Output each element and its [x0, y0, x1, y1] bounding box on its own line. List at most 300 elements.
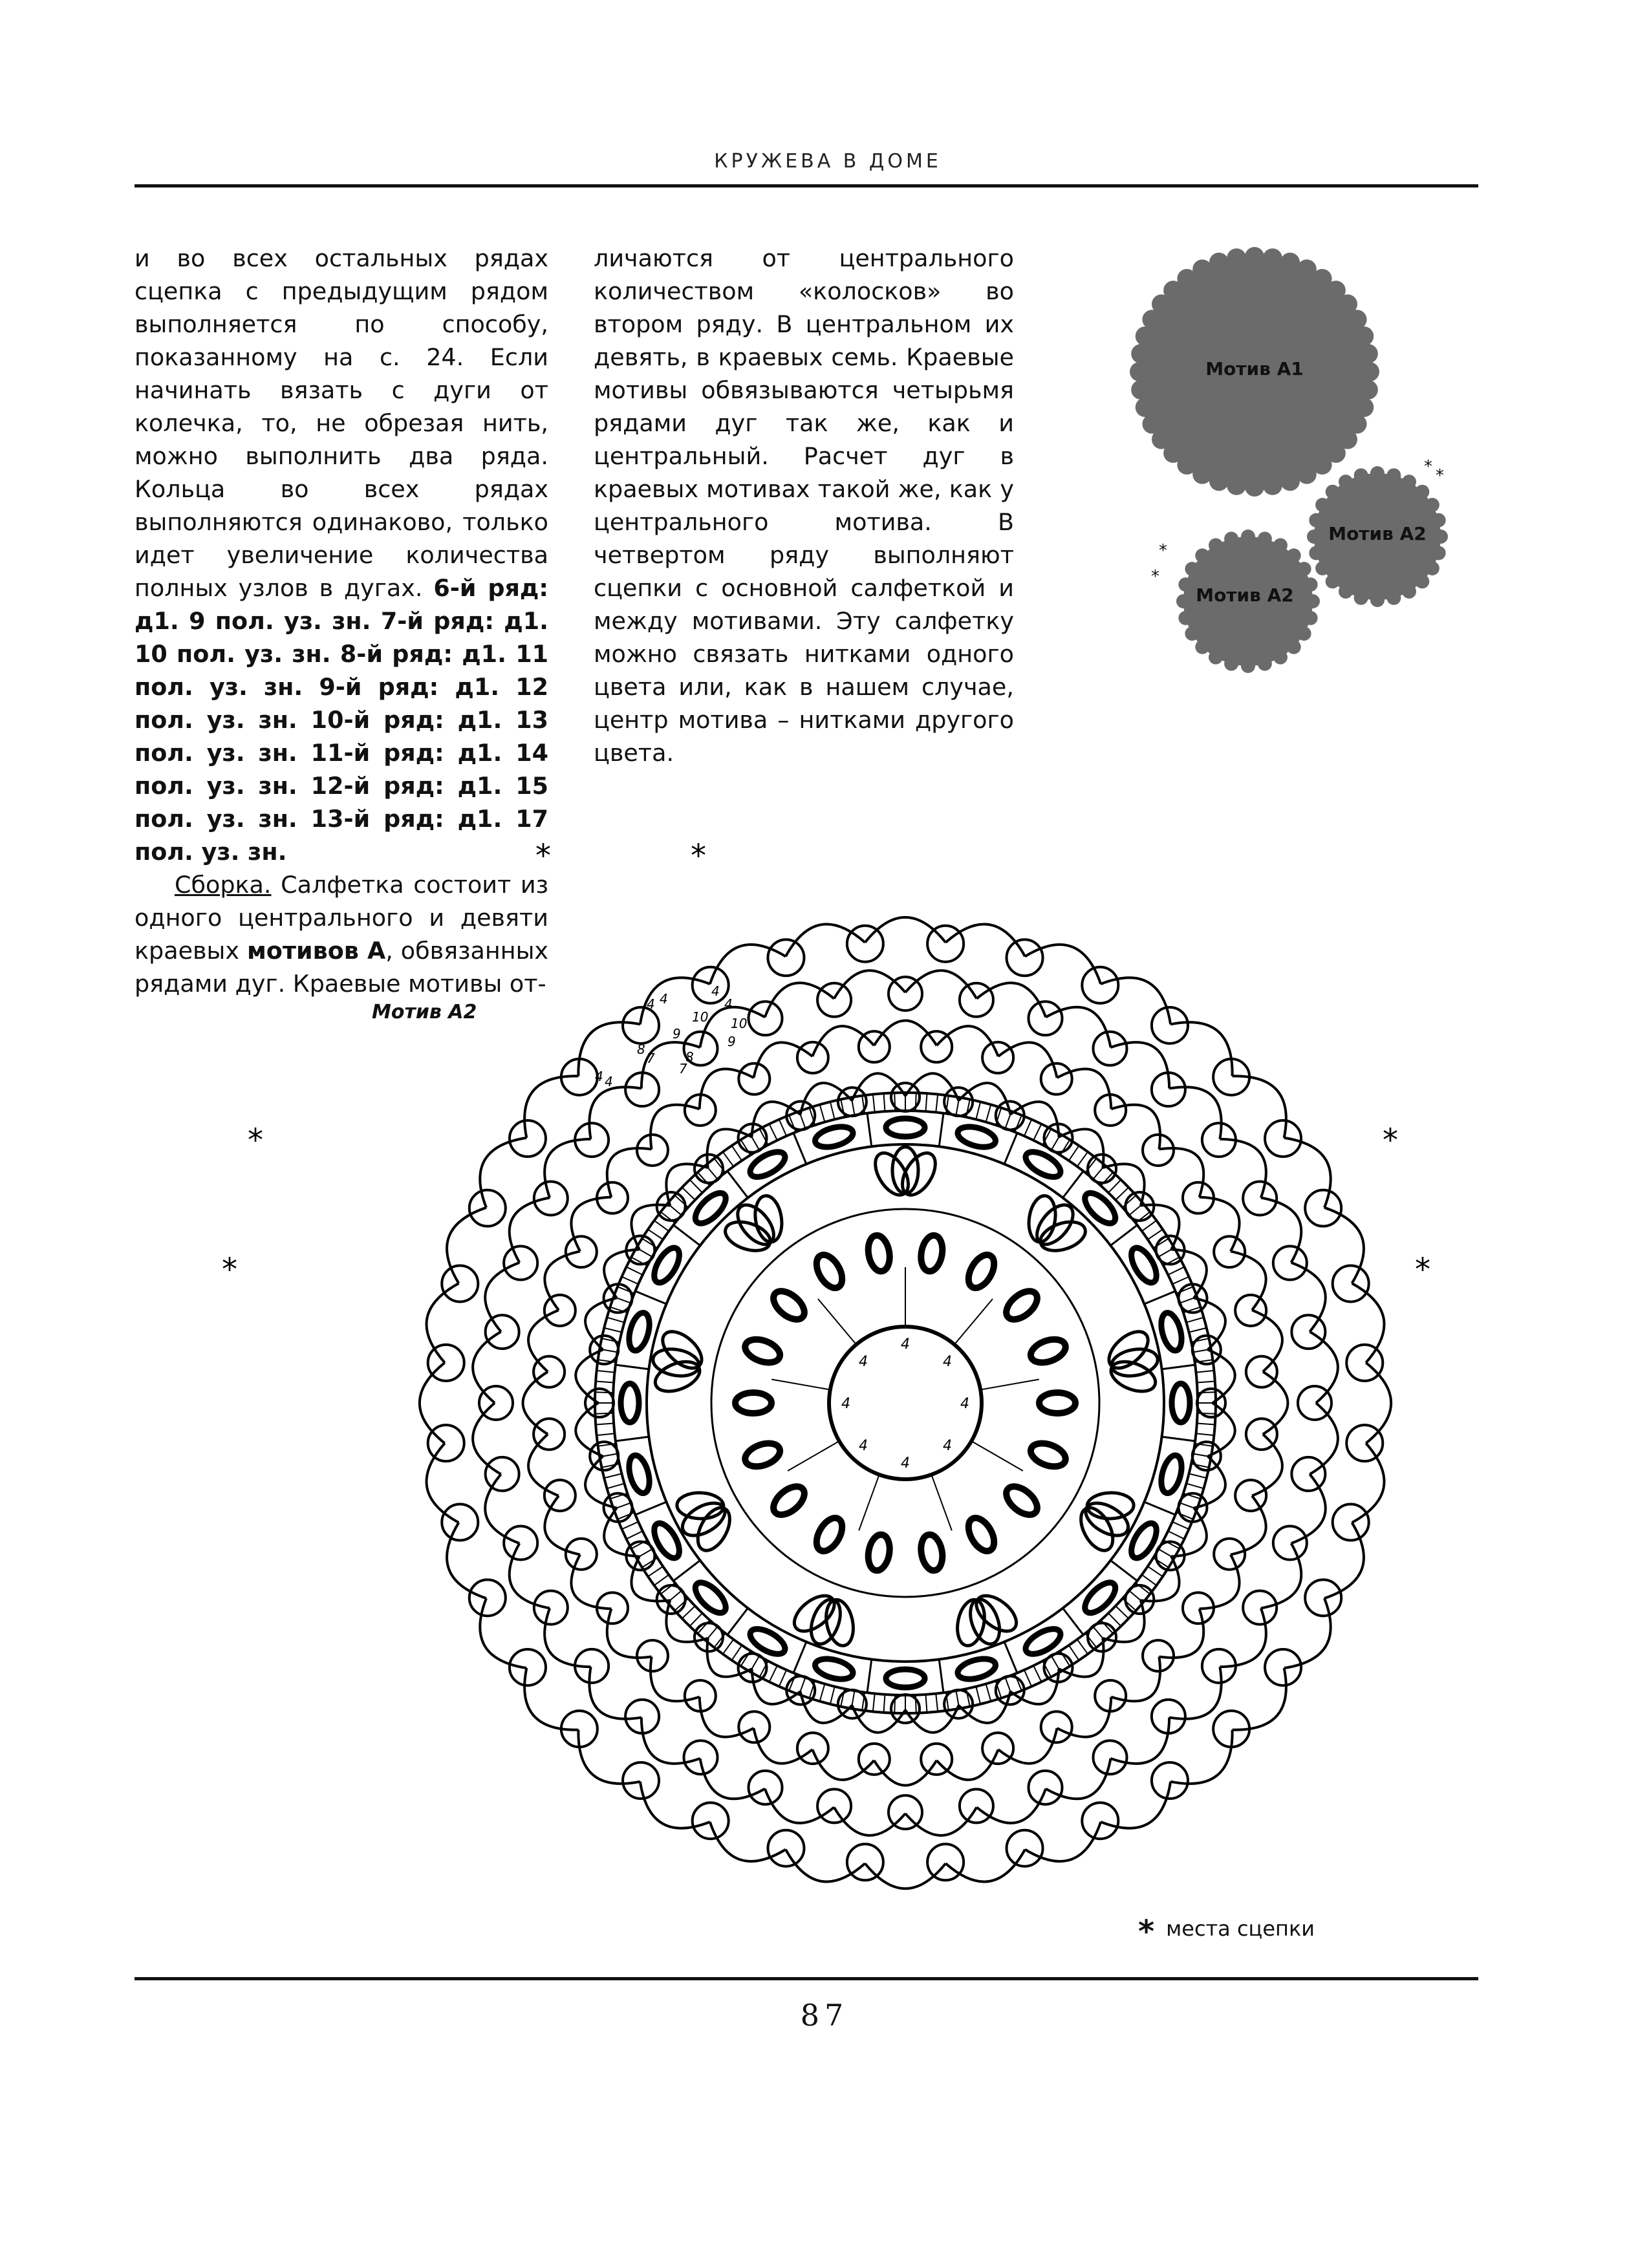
picot-loop [510, 1120, 546, 1157]
picot-loop [1265, 1649, 1301, 1685]
chain-arc [700, 1069, 754, 1109]
picot-loop [982, 1042, 1013, 1073]
picot-loop [1235, 1295, 1266, 1326]
legend [1138, 1914, 1315, 1950]
chain-arc [528, 1310, 559, 1371]
band-tick [1148, 1230, 1163, 1240]
running-title: КРУЖЕВА В ДОМЕ [714, 150, 942, 173]
picot-loop [623, 1007, 659, 1043]
chain-arc [1310, 1332, 1338, 1403]
rosette-ring [1001, 1481, 1042, 1521]
band-tick [830, 1687, 835, 1704]
ring-connector [673, 1561, 700, 1581]
picot-loop [749, 1001, 782, 1035]
picot-loop [1346, 1425, 1383, 1461]
chain-arc [1220, 1609, 1266, 1667]
chain-arc [604, 1250, 640, 1298]
text-column-right [594, 242, 1014, 769]
ring-connector [635, 1291, 666, 1304]
picot-loop [1346, 1345, 1383, 1381]
picot-loop [1273, 1526, 1307, 1559]
band-tick [1186, 1318, 1203, 1323]
ring [1172, 1384, 1190, 1422]
picot-loop [428, 1425, 464, 1461]
stitch-count: 4 [960, 1396, 969, 1412]
picot-loop [1028, 1001, 1062, 1035]
band-tick [986, 1105, 991, 1122]
chain-arc [1111, 1656, 1160, 1701]
band-tick [627, 1267, 643, 1275]
lace-diagram-title: Мотив А2 [372, 1001, 477, 1023]
join-marker-icon: * [1138, 1914, 1155, 1950]
picot-loop [847, 926, 883, 962]
spoke [954, 1299, 993, 1344]
band-tick [936, 1095, 938, 1113]
chain-arc [1057, 1069, 1112, 1109]
rosette-ring [964, 1514, 1000, 1555]
stitch-count: 4 [858, 1353, 868, 1370]
ring [691, 1188, 731, 1228]
stitch-count: 4 [660, 991, 668, 1007]
ring-connector [939, 1113, 943, 1147]
join-marker: * [248, 1122, 263, 1159]
picot-loop [738, 1064, 770, 1095]
picot-loop [1291, 1457, 1325, 1491]
picot-loop [817, 983, 851, 1017]
picot-loop [982, 1733, 1013, 1764]
stitch-count: 4 [595, 1069, 603, 1084]
spoke [818, 1299, 856, 1344]
band-tick [648, 1230, 663, 1240]
stitch-count: 4 [647, 996, 655, 1012]
picot-loop [504, 1526, 537, 1559]
ring-connector [1004, 1133, 1017, 1164]
ring-connector [867, 1660, 872, 1693]
picot-loop [1082, 967, 1118, 1003]
join-marker: * [535, 838, 551, 874]
picot-loop [1333, 1504, 1369, 1541]
ring-connector [1145, 1291, 1176, 1304]
picot-loop [1273, 1246, 1307, 1280]
chain-arc [578, 1730, 640, 1784]
picot-loop [1291, 1315, 1325, 1349]
ring [625, 1453, 653, 1495]
center-stitch-counts [841, 1336, 969, 1471]
picot-loop [1041, 1064, 1072, 1095]
stitch-count: 9 [727, 1034, 736, 1049]
picot-loop [693, 967, 729, 1003]
band-tick [830, 1102, 835, 1119]
picot-loop [1152, 1007, 1188, 1043]
picot-loop [637, 1135, 668, 1166]
chain-arc [528, 1434, 559, 1495]
join-marker: * [691, 838, 706, 874]
stitch-count: 4 [943, 1438, 953, 1455]
chain-arc [700, 1697, 754, 1737]
picot-loop [469, 1579, 506, 1616]
band-tick [779, 1670, 786, 1687]
chain-arc [753, 1728, 812, 1764]
picot-loop [566, 1236, 597, 1267]
ring-connector [1063, 1608, 1084, 1634]
stitch-count: 8 [637, 1042, 645, 1057]
ring [886, 1669, 925, 1687]
chain-arc [752, 1669, 801, 1704]
picot-loop [469, 1190, 506, 1226]
chain-arc [812, 1749, 874, 1780]
ring-connector [1110, 1225, 1137, 1246]
band-tick [1172, 1277, 1189, 1284]
band-tick [1189, 1473, 1207, 1478]
chain-arc [589, 1087, 641, 1139]
body-text: , обвязанных рядами дуг. Краевые мотивы от- [135, 937, 549, 998]
ring-connector [1162, 1437, 1196, 1441]
stitch-count: 10 [731, 1016, 748, 1031]
rosette-ring [866, 1533, 892, 1572]
band-tick [1077, 1640, 1088, 1654]
band-tick [926, 1695, 927, 1713]
ring-connector [1145, 1502, 1176, 1515]
chain-arc [1057, 1697, 1112, 1737]
paragraph [135, 242, 548, 868]
chain-arc [651, 1656, 700, 1701]
picot-loop [1143, 1135, 1174, 1166]
ring [1158, 1311, 1185, 1353]
picot-loop [1214, 1539, 1245, 1570]
ring-connector [727, 1171, 748, 1197]
band-tick [884, 1695, 885, 1713]
footer-rule [135, 1977, 1478, 1980]
picot-loop [1007, 1830, 1043, 1867]
band-tick [1196, 1433, 1214, 1435]
ring [956, 1123, 998, 1151]
stitch-count: 4 [724, 996, 733, 1012]
chain-arc [710, 945, 786, 984]
rosette-ring [812, 1250, 848, 1292]
chain-arc [752, 1102, 801, 1137]
picot-loop [623, 1762, 659, 1799]
chain-arc [1324, 1523, 1364, 1598]
band-tick [621, 1522, 638, 1529]
band-tick [607, 1318, 625, 1323]
rosette-ring [1028, 1335, 1069, 1367]
band-tick [820, 1105, 825, 1122]
stitch-count: 10 [692, 1009, 709, 1025]
band-tick [873, 1095, 875, 1113]
band [613, 1111, 1198, 1695]
chain-arc [1159, 1609, 1203, 1658]
motif-label: Мотив А2 [1328, 523, 1427, 544]
chain-arc [936, 1026, 998, 1056]
spoke [859, 1475, 879, 1530]
chain-arc [1261, 1543, 1301, 1608]
ring-connector [1162, 1365, 1196, 1369]
chain-arc [998, 1042, 1057, 1078]
ring [956, 1655, 998, 1683]
ring-connector [1063, 1171, 1084, 1197]
stitch-count: 4 [901, 1336, 910, 1353]
band-tick [770, 1124, 777, 1140]
chain-arc [510, 1198, 550, 1263]
picot-loop [1246, 1356, 1277, 1387]
body-text: Салфетка состоит из одного центрального и девяти краевых [135, 871, 548, 965]
chain-arc [1169, 1087, 1221, 1139]
ring-connector [867, 1113, 872, 1147]
stitch-count: 7 [679, 1061, 687, 1076]
picot-loop [1143, 1640, 1174, 1671]
chain-arc [544, 1251, 580, 1310]
picot-loop [534, 1591, 568, 1625]
band-tick [1172, 1522, 1189, 1529]
ring-connector [673, 1225, 700, 1246]
band-tick [884, 1093, 885, 1111]
band-tick [596, 1424, 614, 1425]
picot-loop [693, 1803, 729, 1839]
ring [1080, 1188, 1120, 1228]
band-tick [1189, 1328, 1207, 1332]
chain-arc [524, 1668, 578, 1730]
band-tick [1077, 1152, 1088, 1167]
band-tick [648, 1567, 663, 1577]
chain-arc [1010, 1102, 1059, 1137]
stitch-count: 4 [711, 983, 720, 999]
picot-loop [921, 1031, 952, 1062]
ring-connector [616, 1437, 649, 1441]
chain-arc [1025, 1822, 1101, 1861]
ring [813, 1655, 855, 1683]
center-rosette-petals [651, 1147, 1160, 1648]
picot-loop [889, 977, 922, 1011]
ring-connector [1110, 1561, 1137, 1581]
picot-loop [534, 1182, 568, 1215]
chain-arc [1010, 1669, 1059, 1704]
picot-loop [921, 1744, 952, 1775]
chain-arc [998, 1728, 1057, 1764]
picot-loop [1246, 1418, 1277, 1450]
stitch-count: 8 [685, 1049, 694, 1065]
chain-arc [1111, 1042, 1170, 1088]
picot-loop [889, 1795, 922, 1829]
picot-loop [1152, 1762, 1188, 1799]
band-tick [596, 1382, 614, 1383]
chain-arc [1200, 1555, 1240, 1609]
rosette-ring [1028, 1439, 1069, 1471]
picot-loop [1214, 1236, 1245, 1267]
picot-loop [1082, 1803, 1118, 1839]
chain-arc [905, 970, 976, 999]
chain-arc [700, 1759, 765, 1799]
band-tick [732, 1645, 742, 1660]
ring-connector [939, 1660, 943, 1693]
picot-loop [859, 1744, 890, 1775]
band-tick [1024, 1119, 1031, 1136]
picot-loop [479, 1386, 513, 1420]
band-tick [820, 1684, 825, 1701]
band-tick [1186, 1484, 1203, 1489]
band-tick [1168, 1267, 1184, 1275]
join-marker: * [1159, 541, 1167, 561]
rosette-ring [742, 1335, 783, 1367]
chain-arc [936, 1749, 998, 1780]
stitch-count: 4 [858, 1438, 868, 1455]
band-tick [654, 1221, 669, 1231]
spoke [980, 1380, 1039, 1390]
ring-connector [616, 1365, 649, 1369]
picot-loop [504, 1246, 537, 1280]
motif-arrangement-diagram [1099, 233, 1487, 685]
motif-label: Мотив А2 [1196, 584, 1294, 606]
band-tick [607, 1484, 625, 1489]
chain-arc [905, 1807, 976, 1835]
band-tick [936, 1694, 938, 1712]
band-tick [1024, 1670, 1031, 1687]
stitch-count: 4 [605, 1074, 613, 1089]
join-marker: * [1383, 1122, 1398, 1159]
chain-arc [1170, 1022, 1233, 1076]
motif-label: Мотив А1 [1205, 358, 1304, 380]
paragraph: личаются от центрального количеством «колосков» во втором ряду. В центральном их девять, в краевых семь. Краевые мотивы обвязываются четырьмя рядами дуг так же, как и центральный. Расчет дуг в краевых мотивах такой же, как у центрального мотива. В четвертом ряду выполняют сцепки с основной салфеткой и между мотивами. Эту салфетку можно связать нитками одного цвета или, как в нашем случае, центр мотива – нитками другого цвета. [594, 244, 1014, 767]
spoke-rings [616, 1113, 1195, 1693]
ring-connector [793, 1642, 806, 1673]
band-tick [1033, 1124, 1041, 1140]
join-marker: * [1415, 1252, 1430, 1288]
picot-loop [566, 1539, 597, 1570]
spoke [771, 1380, 830, 1390]
chain-arc [1231, 1251, 1266, 1310]
join-marker: * [222, 1252, 237, 1288]
picot-loop [637, 1640, 668, 1671]
chain-arc [473, 1332, 501, 1403]
band-tick [604, 1473, 621, 1478]
rosette-ring [1001, 1286, 1042, 1325]
ring [621, 1384, 639, 1422]
ring [886, 1118, 925, 1137]
join-marker: * [1151, 567, 1159, 586]
chain-arc [1046, 1759, 1110, 1799]
spoke [971, 1441, 1023, 1471]
band [647, 1144, 1164, 1662]
chain-arc [1233, 1076, 1286, 1138]
chain-arc [834, 970, 905, 999]
chain-arc [1252, 1434, 1282, 1495]
chain-arc [1252, 1310, 1282, 1371]
chain-arc [510, 1543, 550, 1608]
chain-arc [651, 1105, 700, 1150]
stitch-count: 4 [901, 1455, 910, 1471]
row-instructions: 6-й ряд: д1. 9 пол. уз. зн. 7-й ряд: д1. 10 пол. уз. зн. 8-й ряд: д1. 11 пол. уз. зн. 9-й ряд: д1. 12 пол. уз. зн. 10-й ряд: д1. 13 пол. уз. зн. 11-й ряд: д1. 14 пол. уз. зн. 12-й ряд: д1. 15 пол. уз. зн. 13-й ряд: д1. 17 пол. уз. зн. [135, 574, 548, 866]
band-tick [926, 1093, 927, 1111]
rosette-ring [964, 1250, 1000, 1292]
chain-arc [571, 1555, 611, 1609]
chain-arc [1324, 1208, 1364, 1283]
band-tick [976, 1102, 980, 1119]
header-rule [135, 184, 1478, 187]
rosette-ring [918, 1533, 945, 1572]
picot-loop [1265, 1120, 1301, 1157]
chain-arc [571, 1197, 611, 1252]
rosette-ring [812, 1514, 848, 1555]
rosette-ring [918, 1234, 945, 1273]
ring [1158, 1453, 1185, 1495]
page-number: 87 [800, 1998, 849, 2033]
band-tick [1033, 1665, 1041, 1682]
band-tick [723, 1640, 733, 1654]
band-tick [976, 1687, 980, 1704]
picot-loop [1243, 1182, 1277, 1215]
chain-arc [1169, 1667, 1221, 1718]
chain-arc [834, 1807, 905, 1835]
stitch-count: 9 [673, 1026, 681, 1042]
chain-arc [473, 1403, 501, 1474]
picot-loop [738, 1711, 770, 1742]
chain-arc [1046, 1007, 1110, 1047]
band-tick [1069, 1645, 1079, 1660]
picot-loop [534, 1356, 565, 1387]
bold-term: мотивов А [246, 937, 386, 965]
picot-loop [768, 1830, 804, 1867]
band-tick [1142, 1575, 1157, 1585]
picot-loop [797, 1733, 828, 1764]
ring-connector [727, 1608, 748, 1634]
picot-loop [1243, 1591, 1277, 1625]
chain-arc [1200, 1197, 1240, 1252]
chain-arc [544, 1496, 580, 1555]
chain-arc [753, 1042, 812, 1078]
band-tick [597, 1371, 615, 1373]
chain-arc [1159, 1148, 1203, 1197]
picot-loop [1028, 1771, 1062, 1804]
band-tick [654, 1575, 669, 1585]
picot-loop [1007, 939, 1043, 976]
picot-loop [1041, 1711, 1072, 1742]
body-text: и во всех остальных рядах сцепка с предыдущим рядом выполняется по способу, показанному на с. 24. Если начинать вязать с дуги от колечка, то, не обрезая нить, можно выполнить два ряда. Кольца во всех рядах выполняются одинаково, только идет увеличение количества полных узлов в дугах. [135, 244, 548, 602]
picot-loop [1094, 1032, 1127, 1065]
spoke [788, 1441, 839, 1471]
rosette-ring [1039, 1393, 1075, 1413]
chain-arc [812, 1026, 874, 1056]
chain-arc [1171, 1250, 1207, 1298]
chain-arc [447, 1523, 486, 1598]
picot-loop [960, 1789, 993, 1823]
picot-loop [684, 1740, 718, 1774]
rosette-ring [768, 1481, 809, 1521]
picot-loop [1305, 1579, 1341, 1616]
picot-loop [817, 1789, 851, 1823]
band-tick [723, 1152, 733, 1167]
chain-arc [604, 1508, 640, 1556]
band-tick [621, 1277, 638, 1284]
chain-arc [544, 1609, 590, 1667]
band-tick [1197, 1382, 1215, 1383]
picot-loop [1235, 1480, 1266, 1511]
rosette-ring [768, 1286, 809, 1325]
chain-arc [1231, 1496, 1266, 1555]
picot-loop [486, 1457, 519, 1491]
band-tick [1168, 1531, 1184, 1539]
ring [625, 1311, 653, 1353]
chain-arc [1233, 1668, 1286, 1730]
band-tick [1142, 1221, 1157, 1231]
stitch-count-detail [595, 983, 747, 1089]
ring [691, 1578, 731, 1618]
rosette-ring [866, 1234, 892, 1273]
chain-arc [524, 1076, 578, 1138]
chain-arc [1220, 1139, 1266, 1198]
picot-loop [768, 939, 804, 976]
band-tick [986, 1684, 991, 1701]
assembly-label: Сборка. [175, 871, 272, 899]
chain-arc [641, 1717, 700, 1763]
